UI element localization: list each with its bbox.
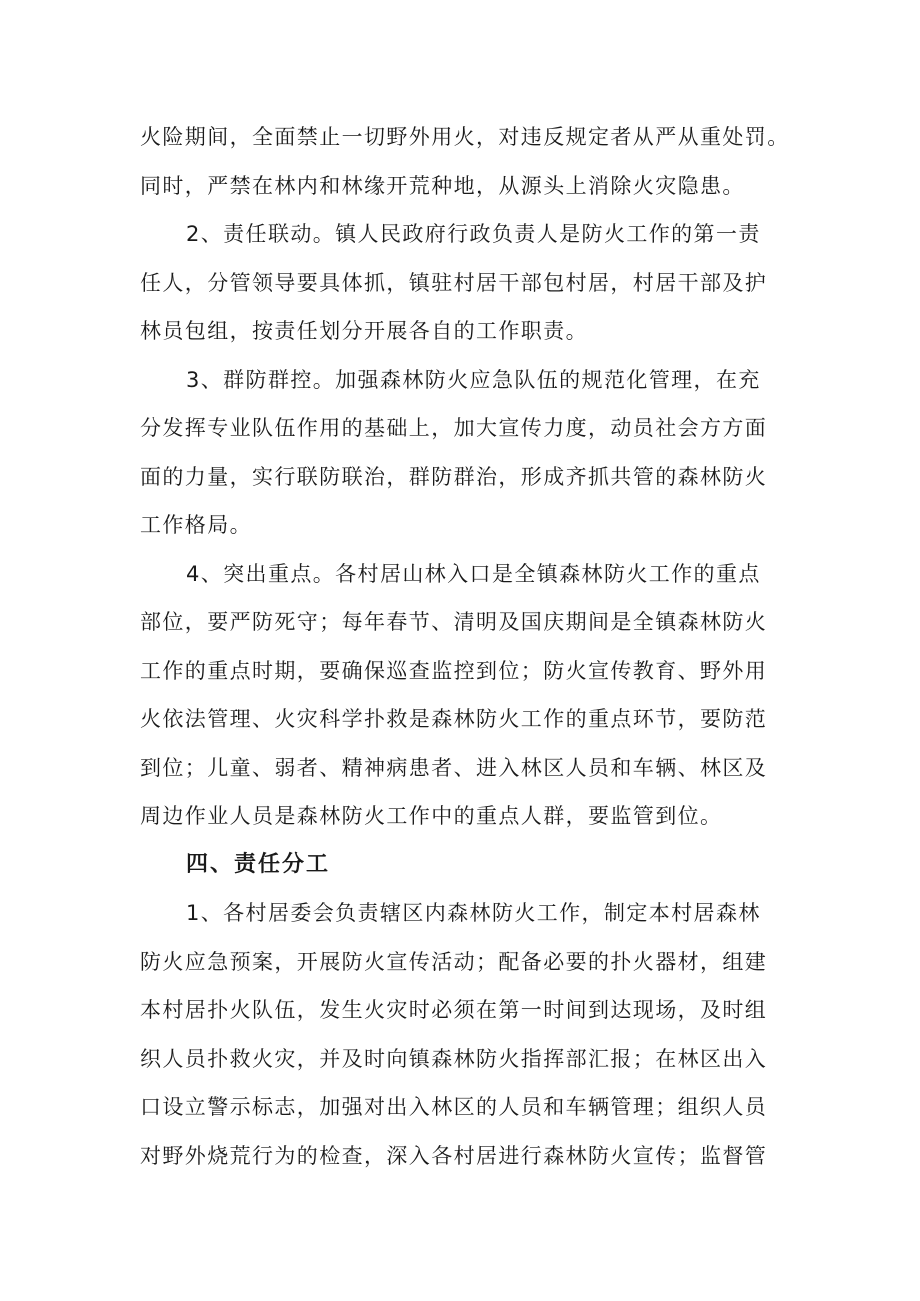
text-line: 防火应急预案，开展防火宣传活动；配备必要的扑火器材，组建	[140, 949, 768, 974]
text-line: 织人员扑救火灾，并及时向镇森林防火指挥部汇报；在林区出入	[140, 1046, 768, 1071]
text-line: 工作的重点时期，要确保巡查监控到位；防火宣传教育、野外用	[140, 658, 768, 683]
paragraph-start-line: 1、各村居委会负责辖区内森林防火工作，制定本村居森林	[186, 901, 761, 925]
text-line: 任人，分管领导要具体抓，镇驻村居干部包村居，村居干部及护	[140, 270, 768, 295]
document-body	[140, 113, 788, 1180]
text-line: 部位，要严防死守；每年春节、清明及国庆期间是全镇森林防火	[140, 610, 768, 634]
text-line: 工作格局。	[140, 513, 252, 537]
text-line: 面的力量，实行联防联治，群防群治，形成齐抓共管的森林防火	[140, 464, 768, 489]
paragraph-start-line: 4、突出重点。各村居山林入口是全镇森林防火工作的重点	[186, 561, 761, 586]
text-line: 火险期间，全面禁止一切野外用火，对违反规定者从严从重处罚。	[140, 125, 790, 149]
text-line: 口设立警示标志，加强对出入林区的人员和车辆管理；组织人员	[140, 1095, 768, 1119]
paragraph-start-line: 3、群防群控。加强森林防火应急队伍的规范化管理，在充	[186, 367, 761, 392]
text-line: 对野外烧荒行为的检查，深入各村居进行森林防火宣传；监督管	[140, 1143, 768, 1168]
text-line: 本村居扑火队伍，发生火灾时必须在第一时间到达现场，及时组	[140, 998, 768, 1022]
text-line: 林员包组，按责任划分开展各自的工作职责。	[140, 319, 588, 343]
text-line: 同时，严禁在林内和林缘开荒种地，从源头上消除火灾隐患。	[140, 173, 745, 198]
section-heading: 四、责任分工	[186, 851, 331, 877]
text-line: 到位；儿童、弱者、精神病患者、进入林区人员和车辆、林区及	[140, 755, 768, 780]
text-line: 火依法管理、火灾科学扑救是森林防火工作的重点环节，要防范	[140, 707, 768, 731]
text-line: 分发挥专业队伍作用的基础上，加大宣传力度，动员社会方方面	[140, 416, 768, 440]
paragraph-start-line: 2、责任联动。镇人民政府行政负责人是防火工作的第一责	[186, 222, 761, 246]
text-line: 周边作业人员是森林防火工作中的重点人群，要监管到位。	[140, 804, 723, 828]
